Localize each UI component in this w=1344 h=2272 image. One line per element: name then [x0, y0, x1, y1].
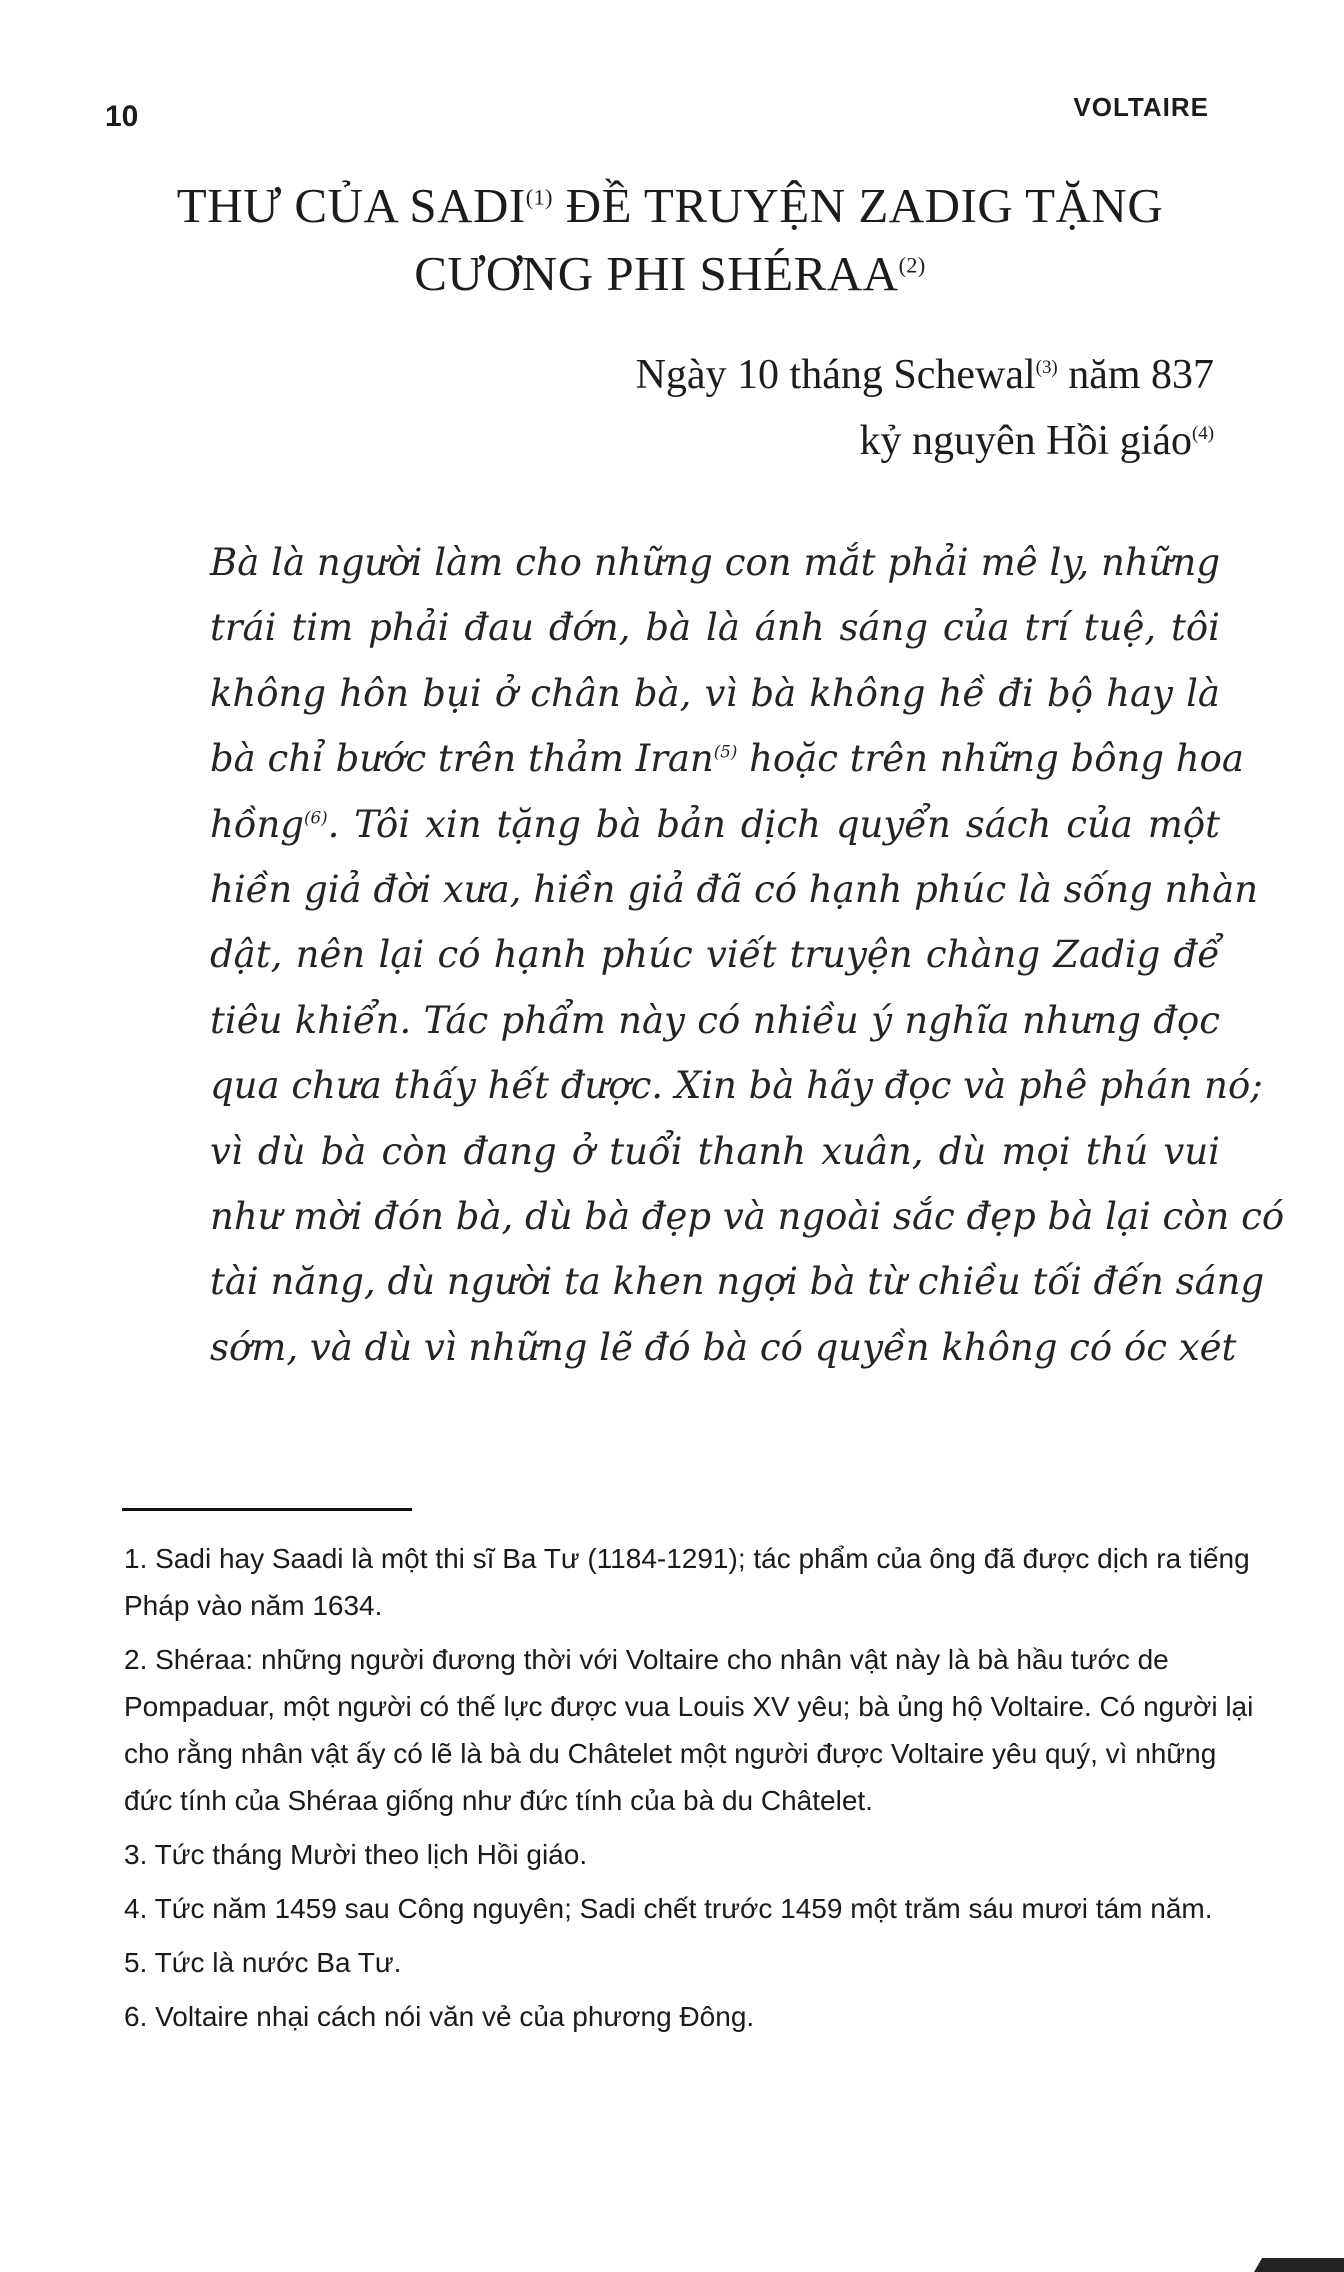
page-number: 10: [105, 100, 139, 133]
page-edge-shadow: [1254, 2258, 1344, 2272]
body-line-text: hồng: [210, 802, 304, 846]
title-line-1-text: THƯ CỦA SADI: [176, 178, 526, 233]
footnote-ref-4: (4): [1191, 423, 1214, 444]
footnote-5: 5. Tức là nước Ba Tư.: [124, 1947, 402, 1978]
footnote-divider: [122, 1508, 412, 1511]
dateline-line-1-text-end: năm 837: [1057, 352, 1214, 398]
body-line: sớm, và dù vì những lẽ đó bà có quyền không có óc xét: [210, 1325, 1237, 1369]
body-line: Bà là người làm cho những con mắt phải mê ly, những: [210, 541, 1220, 584]
body-line: [210, 792, 1220, 857]
footnote-ref-2: (2): [898, 252, 926, 278]
body-line: không hôn bụi ở chân bà, vì bà không hề đi bộ hay là: [210, 671, 1220, 715]
chapter-title: [120, 172, 1220, 308]
dateline-line-2: [636, 408, 1214, 474]
body-line: vì dù bà còn đang ở tuổi thanh xuân, dù mọi thú vui: [210, 1129, 1220, 1173]
body-line: tài năng, dù người ta khen ngợi bà từ chiều tối đến sáng: [210, 1260, 1265, 1304]
footnote-1: 1. Sadi hay Saadi là một thi sĩ Ba Tư (1184-1291); tác phẩm của ông đã được dịch ra tiếng Pháp vào năm 1634.: [124, 1543, 1250, 1621]
footnote-ref-5: (5): [713, 742, 738, 762]
body-line: như mời đón bà, dù bà đẹp và ngoài sắc đẹp bà lại còn có: [210, 1195, 1285, 1239]
running-head: VOLTAIRE: [1073, 92, 1209, 122]
dateline-line-1-text: Ngày 10 tháng Schewal: [635, 352, 1036, 398]
dateline-line-1: [636, 342, 1214, 408]
footnote-6: 6. Voltaire nhại cách nói văn vẻ của phương Đông.: [124, 2001, 755, 2032]
body-line: qua chưa thấy hết được. Xin bà hãy đọc và phê phán nó;: [210, 1064, 1263, 1108]
footnotes: [124, 1535, 1264, 2047]
body-paragraph: [210, 530, 1285, 1380]
footnote-2: 2. Shéraa: những người đương thời với Voltaire cho nhân vật này là bà hầu tước de Pompaduar, một người có thế lực được vua Louis XV yêu; bà ủng hộ Voltaire. Có người lại cho rằng nhân vật ấy có lẽ là bà du Châtelet một người được Voltaire yêu quý, vì những đức tính của Shéraa giống như đức tính của bà du Châtelet.: [124, 1644, 1254, 1816]
title-line-1: [120, 172, 1220, 240]
dateline: [636, 342, 1214, 474]
title-line-2-text: CƯƠNG PHI SHÉRAA: [414, 246, 899, 301]
body-line: [210, 726, 1244, 791]
body-line: tiêu khiển. Tác phẩm này có nhiều ý nghĩa nhưng đọc: [210, 998, 1220, 1042]
title-line-2: [120, 240, 1220, 308]
footnote-ref-3: (3): [1035, 357, 1058, 378]
footnote-3: 3. Tức tháng Mười theo lịch Hồi giáo.: [124, 1839, 588, 1870]
body-line: hiền giả đời xưa, hiền giả đã có hạnh phúc là sống nhàn: [210, 868, 1259, 912]
body-line-text: bà chỉ bước trên thảm Iran: [210, 737, 714, 781]
footnote-ref-1: (1): [525, 184, 553, 210]
footnote-ref-6: (6): [303, 808, 328, 828]
title-line-1-text-end: ĐỀ TRUYỆN ZADIG TẶNG: [552, 178, 1164, 233]
body-line-text-end: hoặc trên những bông hoa: [737, 737, 1244, 781]
dateline-line-2-text: kỷ nguyên Hồi giáo: [859, 418, 1192, 464]
body-line: trái tim phải đau đớn, bà là ánh sáng của trí tuệ, tôi: [210, 606, 1220, 650]
body-line-text-end: . Tôi xin tặng bà bản dịch quyển sách của một: [327, 802, 1220, 846]
body-line: dật, nên lại có hạnh phúc viết truyện chàng Zadig để: [210, 933, 1220, 977]
footnote-4: 4. Tức năm 1459 sau Công nguyên; Sadi chết trước 1459 một trăm sáu mươi tám năm.: [124, 1893, 1213, 1924]
